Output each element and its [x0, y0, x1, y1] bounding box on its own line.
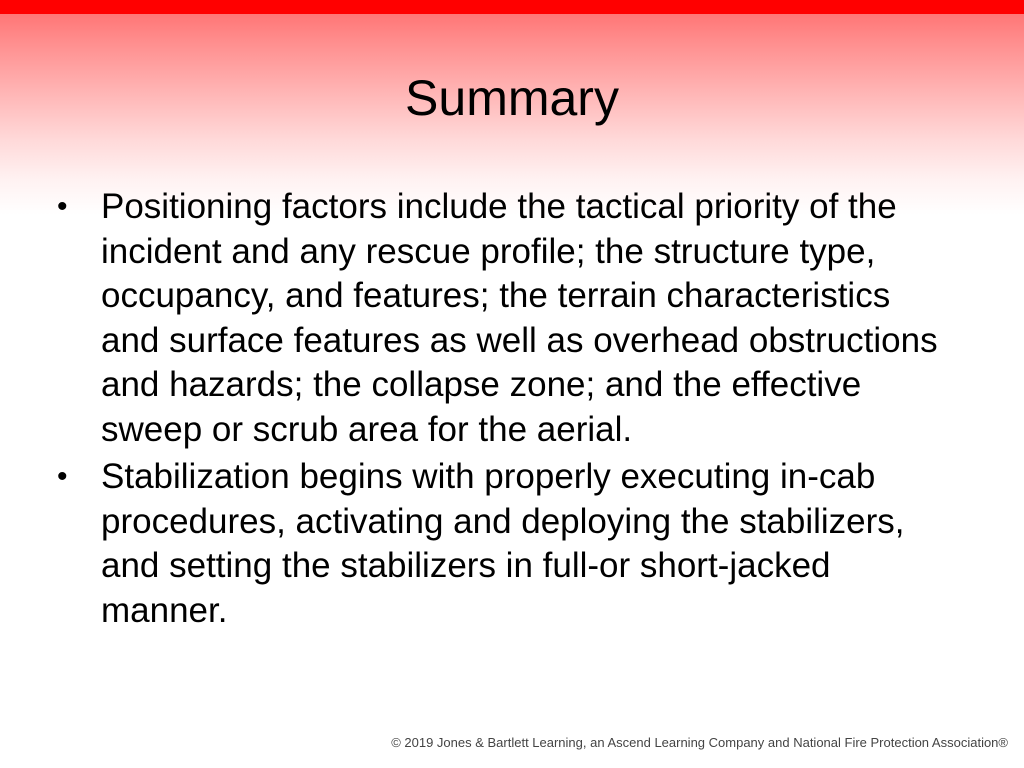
accent-bar	[0, 0, 1024, 14]
slide-title: Summary	[405, 70, 619, 126]
bullet-text: Stabilization begins with properly executing in-cab procedures, activating and deploying the stabilizers, and setting the stabilizers in full-or short-jacked manner.	[101, 457, 905, 630]
bullet-icon: •	[57, 460, 68, 493]
copyright-footer: © 2019 Jones & Bartlett Learning, an Ascend Learning Company and National Fire Protection Association®	[391, 735, 1008, 750]
bullet-text: Positioning factors include the tactical priority of the incident and any rescue profile; the structure type, occupancy, and features; the terrain characteristics and surface features as well as overhead obstructions and hazards; the collapse zone; and the effective sweep or scrub area for the aerial.	[101, 187, 938, 449]
bullet-icon: •	[57, 190, 68, 223]
bullet-list	[57, 185, 957, 636]
bullet-item	[57, 455, 957, 633]
bullet-item	[57, 185, 957, 452]
